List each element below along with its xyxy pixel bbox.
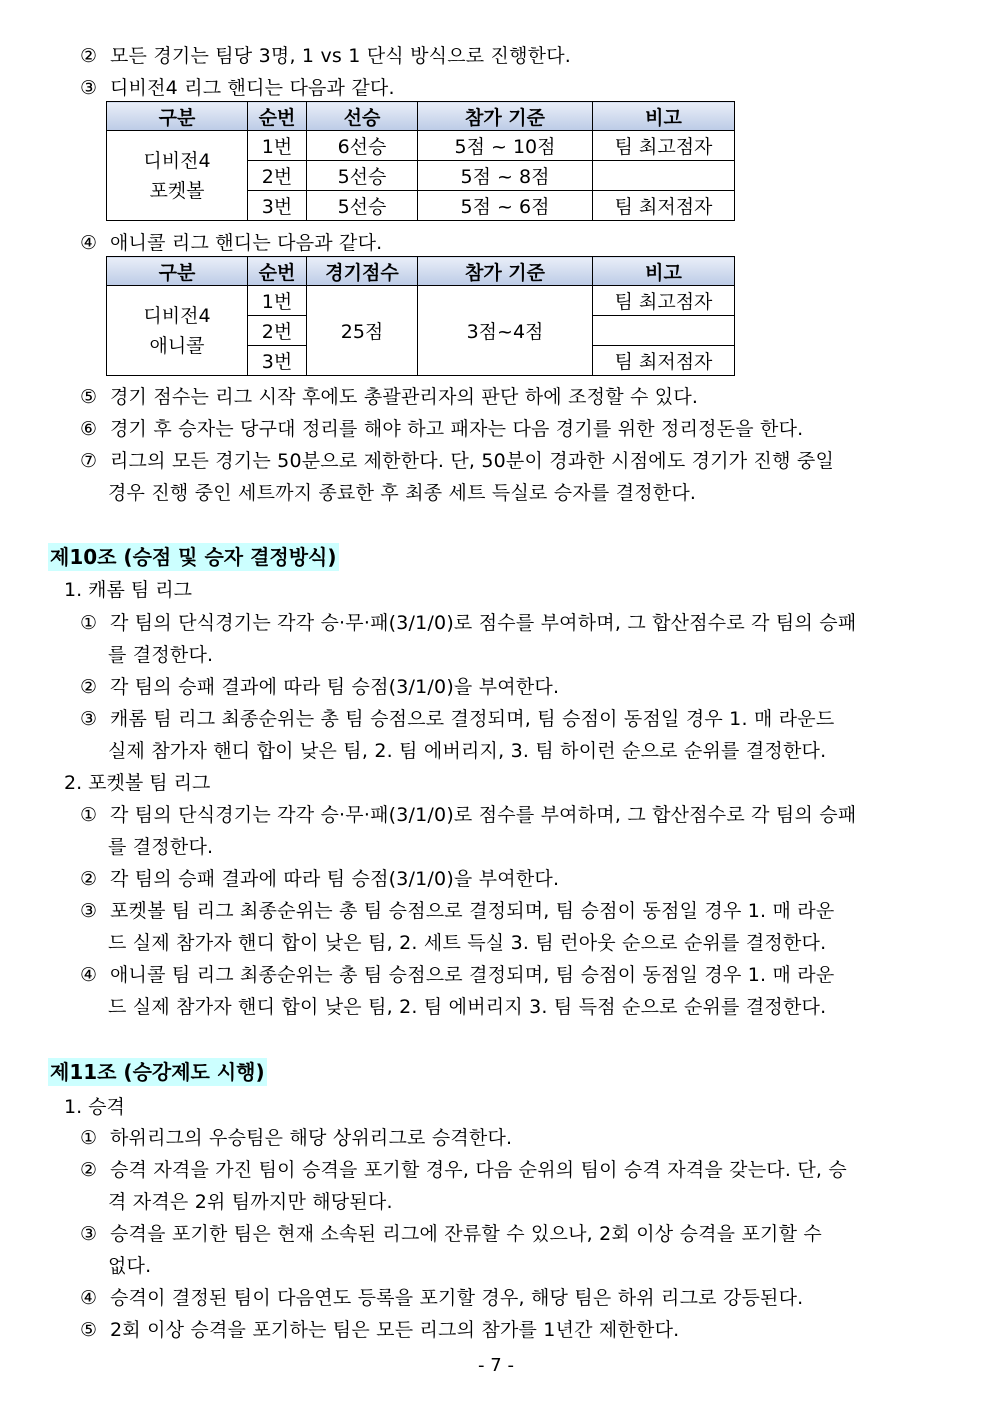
item-text-line1: 각 팀의 단식경기는 각각 승·무·패(3/1/0)로 점수를 부여하며, 그 합산점수로 각 팀의 승패 (110, 804, 857, 826)
item-text-line1: 승격을 포기한 팀은 현재 소속된 리그에 잔류할 수 있으나, 2회 이상 승격을 포기할 수 (110, 1223, 822, 1245)
table-cell-criteria: 3점~4점 (418, 286, 593, 376)
article-10-heading: 제10조 (승점 및 승자 결정방식) (50, 545, 337, 569)
list-item (80, 1154, 950, 1218)
item-number: ② (80, 45, 98, 67)
article-11-heading: 제11조 (승강제도 시행) (50, 1060, 265, 1084)
list-item (80, 381, 950, 413)
table-cell-score: 25점 (307, 286, 418, 376)
table-row (107, 131, 735, 161)
table-cell: 5선승 (307, 161, 418, 191)
list-item (80, 959, 950, 1023)
item-text: 경기 점수는 리그 시작 후에도 총괄관리자의 판단 하에 조정할 수 있다. (110, 386, 699, 408)
item-text: 승격이 결정된 팀이 다음연도 등록을 포기할 경우, 해당 팀은 하위 리그로 강등된다. (110, 1287, 804, 1309)
list-item (80, 895, 950, 959)
list-item (80, 445, 950, 509)
item-text-line2: 경우 진행 중인 세트까지 종료한 후 최종 세트 득실로 승자를 결정한다. (108, 482, 697, 504)
list-item (80, 703, 950, 767)
list-item (80, 40, 950, 72)
group-label-line1: 디비전4 (143, 149, 211, 172)
table-cell: 팀 최고점자 (593, 131, 735, 161)
item-number: ⑤ (80, 386, 98, 408)
table-header-row (107, 257, 735, 286)
table-header: 비고 (593, 102, 735, 131)
list-item (80, 1218, 950, 1282)
item-number: ④ (80, 232, 98, 254)
table-group-cell (107, 131, 248, 221)
item-text: 각 팀의 승패 결과에 따라 팀 승점(3/1/0)을 부여한다. (110, 868, 560, 890)
item-number: ① (80, 804, 98, 826)
table-cell: 5점 ~ 10점 (418, 131, 593, 161)
table-cell: 3번 (248, 191, 307, 221)
table-header: 참가 기준 (418, 102, 593, 131)
table-header: 순번 (248, 102, 307, 131)
item-text: 2회 이상 승격을 포기하는 팀은 모든 리그의 참가를 1년간 제한한다. (110, 1319, 680, 1341)
item-text-line1: 애니콜 팀 리그 최종순위는 총 팀 승점으로 결정되며, 팀 승점이 동점일 경우 1. 매 라운 (110, 964, 835, 986)
group-label-line1: 디비전4 (143, 304, 211, 327)
list-item (80, 671, 950, 703)
item-number: ④ (80, 1287, 98, 1309)
list-item (80, 72, 950, 104)
item-text-line2: 드 실제 참가자 핸디 합이 낮은 팀, 2. 세트 득실 3. 팀 런아웃 순으로 순위를 결정한다. (108, 932, 827, 954)
item-text: 모든 경기는 팀당 3명, 1 vs 1 단식 방식으로 진행한다. (110, 45, 572, 67)
item-text: 각 팀의 승패 결과에 따라 팀 승점(3/1/0)을 부여한다. (110, 676, 560, 698)
item-number: ② (80, 1159, 98, 1181)
item-text-line1: 포켓볼 팀 리그 최종순위는 총 팀 승점으로 결정되며, 팀 승점이 동점일 경우 1. 매 라운 (110, 900, 835, 922)
table-cell (593, 161, 735, 191)
item-text-line2: 를 결정한다. (108, 644, 214, 666)
item-text: 애니콜 리그 핸디는 다음과 같다. (110, 232, 383, 254)
item-number: ③ (80, 708, 98, 730)
item-number: ⑦ (80, 450, 98, 472)
item-number: ② (80, 868, 98, 890)
list-item (80, 413, 950, 445)
table-header: 구분 (107, 102, 248, 131)
item-text-line2: 격 자격은 2위 팀까지만 해당된다. (108, 1191, 393, 1213)
table-cell: 5점 ~ 6점 (418, 191, 593, 221)
item-number: ② (80, 676, 98, 698)
subsection-title: 2. 포켓볼 팀 리그 (64, 772, 211, 794)
division4-pocketball-handicap-table (106, 101, 735, 221)
anycall-handicap-table (106, 256, 735, 376)
item-text: 디비전4 리그 핸디는 다음과 같다. (110, 77, 395, 99)
item-number: ⑥ (80, 418, 98, 440)
item-number: ① (80, 612, 98, 634)
item-number: ⑤ (80, 1319, 98, 1341)
item-text-line1: 각 팀의 단식경기는 각각 승·무·패(3/1/0)로 점수를 부여하며, 그 합산점수로 각 팀의 승패 (110, 612, 857, 634)
table-row (107, 286, 735, 316)
list-item (80, 1314, 950, 1346)
item-text-line1: 캐롬 팀 리그 최종순위는 총 팀 승점으로 결정되며, 팀 승점이 동점일 경우 1. 매 라운드 (110, 708, 835, 730)
table-cell: 5선승 (307, 191, 418, 221)
list-item (80, 799, 950, 863)
list-item (80, 1122, 950, 1154)
item-text-line1: 리그의 모든 경기는 50분으로 제한한다. 단, 50분이 경과한 시점에도 경기가 진행 중일 (110, 450, 834, 472)
item-text-line2: 실제 참가자 핸디 합이 낮은 팀, 2. 팀 에버리지, 3. 팀 하이런 순으로 순위를 결정한다. (108, 740, 827, 762)
item-number: ① (80, 1127, 98, 1149)
table-header: 참가 기준 (418, 257, 593, 286)
table-cell: 5점 ~ 8점 (418, 161, 593, 191)
list-item (80, 863, 950, 895)
item-text: 경기 후 승자는 당구대 정리를 해야 하고 패자는 다음 경기를 위한 정리정돈을 한다. (110, 418, 804, 440)
list-item (80, 607, 950, 671)
table-cell: 팀 최저점자 (593, 191, 735, 221)
item-text-line2: 를 결정한다. (108, 836, 214, 858)
table-cell: 2번 (248, 316, 307, 346)
item-number: ④ (80, 964, 98, 986)
table-header: 경기점수 (307, 257, 418, 286)
table-cell: 팀 최고점자 (593, 286, 735, 316)
table-cell: 팀 최저점자 (593, 346, 735, 376)
table-cell: 3번 (248, 346, 307, 376)
table-header: 순번 (248, 257, 307, 286)
table-cell: 1번 (248, 131, 307, 161)
page-number: - 7 - (478, 1355, 514, 1376)
item-number: ③ (80, 900, 98, 922)
table-header: 선승 (307, 102, 418, 131)
table-cell (593, 316, 735, 346)
table-cell: 2번 (248, 161, 307, 191)
item-number: ③ (80, 1223, 98, 1245)
item-text: 하위리그의 우승팀은 해당 상위리그로 승격한다. (110, 1127, 513, 1149)
table-header: 비고 (593, 257, 735, 286)
table-cell: 1번 (248, 286, 307, 316)
table-group-cell (107, 286, 248, 376)
list-item (80, 227, 950, 259)
item-text-line1: 승격 자격을 가진 팀이 승격을 포기할 경우, 다음 순위의 팀이 승격 자격을 갖는다. 단, 승 (110, 1159, 847, 1181)
subsection-title: 1. 승격 (64, 1096, 125, 1118)
item-number: ③ (80, 77, 98, 99)
table-header-row (107, 102, 735, 131)
table-cell: 6선승 (307, 131, 418, 161)
table-header: 구분 (107, 257, 248, 286)
group-label-line2: 포켓볼 (149, 179, 205, 202)
list-item (80, 1282, 950, 1314)
subsection-title: 1. 캐롬 팀 리그 (64, 579, 193, 601)
item-text-line2: 없다. (108, 1255, 152, 1277)
item-text-line2: 드 실제 참가자 핸디 합이 낮은 팀, 2. 팀 에버리지 3. 팀 득점 순으로 순위를 결정한다. (108, 996, 827, 1018)
group-label-line2: 애니콜 (149, 334, 205, 357)
